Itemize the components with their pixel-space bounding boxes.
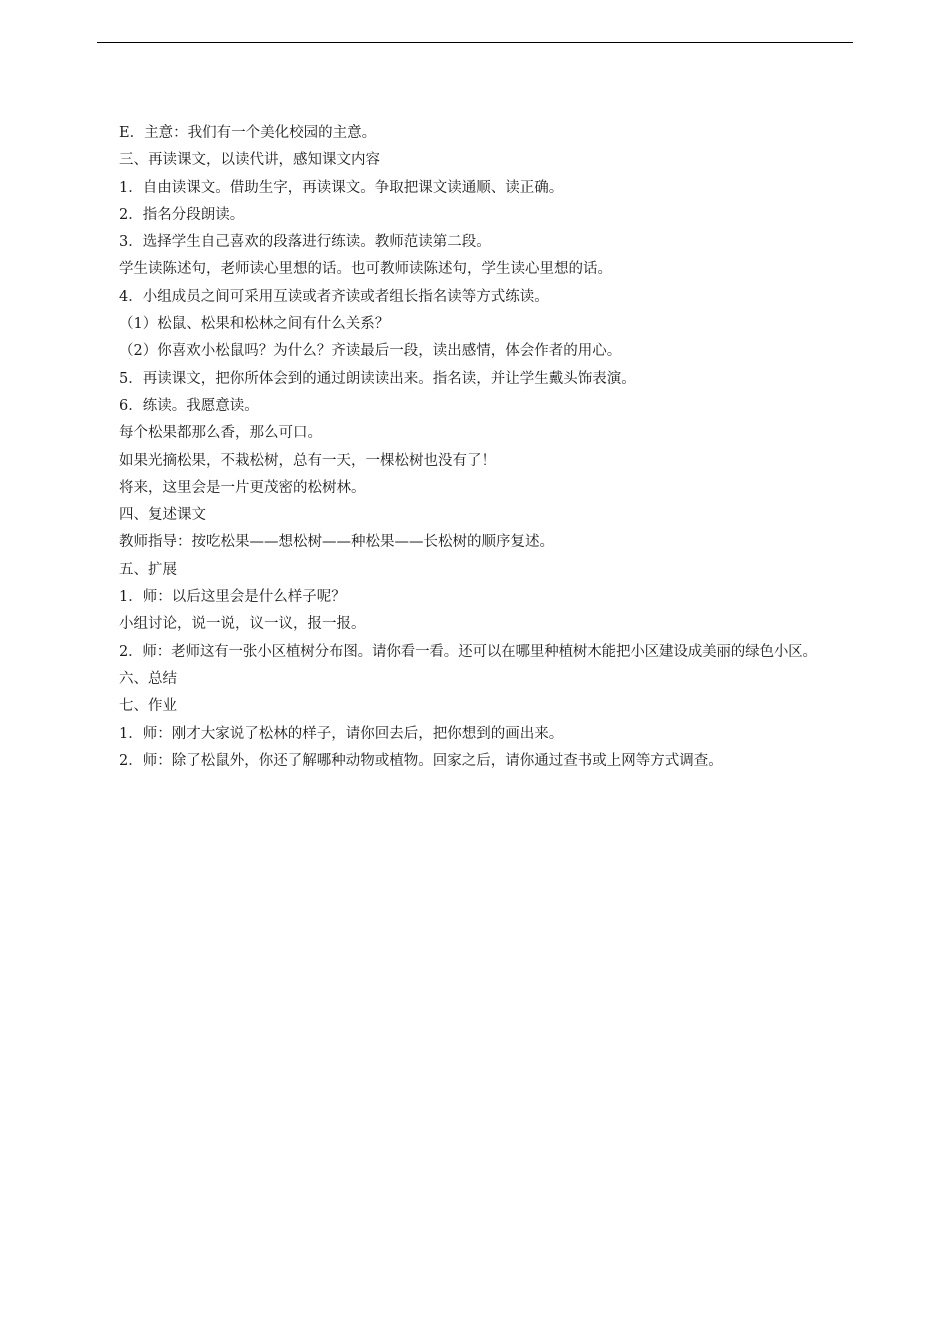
paragraph: 2．师：除了松鼠外，你还了解哪种动物或植物。回家之后，请你通过查书或上网等方式调查。 [119, 752, 723, 769]
paragraph: E．主意：我们有一个美化校园的主意。 [119, 125, 377, 141]
section-heading: 六、总结 [119, 670, 177, 687]
section-heading: 四、复述课文 [119, 507, 206, 524]
paragraph: 6．练读。我愿意读。 [119, 397, 259, 414]
paragraph: 将来，这里会是一片更茂密的松树林。 [119, 479, 366, 496]
paragraph: 3．选择学生自己喜欢的段落进行练读。教师范读第二段。 [119, 234, 491, 251]
paragraph: 学生读陈述句，老师读心里想的话。也可教师读陈述句，学生读心里想的话。 [119, 261, 612, 278]
paragraph: 每个松果都那么香，那么可口。 [119, 425, 322, 442]
paragraph: 2．师：老师这有一张小区植树分布图。请你看一看。还可以在哪里种植树木能把小区建设成美丽的绿色小区。 [119, 643, 817, 660]
paragraph: 5．再读课文，把你所体会到的通过朗读读出来。指名读，并让学生戴头饰表演。 [119, 370, 636, 387]
document-body [87, 120, 867, 775]
paragraph: 教师指导：按吃松果——想松树——种松果——长松树的顺序复述。 [119, 534, 554, 551]
header-rule [97, 42, 853, 43]
paragraph: （2）你喜欢小松鼠吗？为什么？齐读最后一段，读出感情，体会作者的用心。 [119, 343, 622, 360]
paragraph: 小组讨论，说一说，议一议，报一报。 [119, 616, 366, 633]
section-heading: 七、作业 [119, 698, 177, 715]
paragraph: 如果光摘松果，不栽松树，总有一天，一棵松树也没有了！ [119, 452, 496, 469]
section-heading: 三、再读课文，以读代讲，感知课文内容 [119, 152, 380, 169]
paragraph: 1．师：刚才大家说了松林的样子，请你回去后，把你想到的画出来。 [119, 725, 564, 742]
paragraph: 1．自由读课文。借助生字，再读课文。争取把课文读通顺、读正确。 [119, 179, 564, 196]
paragraph: 1．师：以后这里会是什么样子呢？ [119, 589, 346, 606]
section-heading: 五、扩展 [119, 561, 177, 578]
paragraph: 2．指名分段朗读。 [119, 206, 245, 223]
paragraph: 4．小组成员之间可采用互读或者齐读或者组长指名读等方式练读。 [119, 288, 549, 305]
paragraph: （1）松鼠、松果和松林之间有什么关系？ [119, 316, 390, 333]
